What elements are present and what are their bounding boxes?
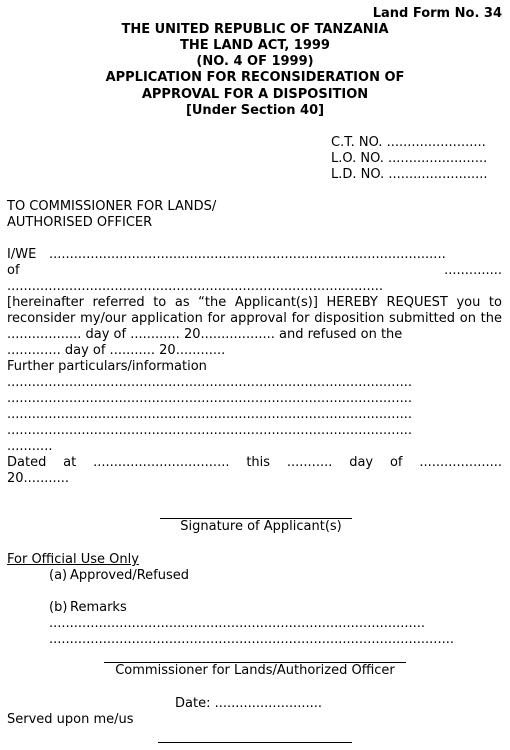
particulars-line-2: ..................................................................................................: [7, 391, 412, 406]
iwe-label: I/WE: [7, 247, 37, 262]
addressee-line-1: TO COMMISSIONER FOR LANDS/: [7, 199, 217, 214]
served-signature-rule: [158, 742, 352, 743]
header-line-republic: THE UNITED REPUBLIC OF TANZANIA: [121, 22, 389, 37]
ct-number-field: C.T. NO. ........................: [331, 135, 486, 150]
particulars-line-4: ..................................................................................................: [7, 423, 412, 438]
lo-number-field: L.O. NO. ........................: [331, 151, 488, 166]
particulars-line-1: ..................................................................................................: [7, 375, 412, 390]
remarks-label: Remarks: [70, 600, 127, 615]
remarks-line-1: ...........................................................................................: [49, 616, 426, 631]
header-line-section: [Under Section 40]: [185, 103, 325, 118]
particulars-label: Further particulars/information: [7, 359, 207, 374]
of-dots: ..............: [444, 263, 502, 278]
header-line-title-1: APPLICATION FOR RECONSIDERATION OF: [105, 70, 405, 85]
approved-refused-label: Approved/Refused: [70, 568, 190, 583]
official-date-line: Date: ..........................: [175, 696, 323, 711]
remarks-line-2: ..................................................................................................: [49, 632, 454, 647]
of-label: of: [7, 263, 20, 278]
signature-label: Signature of Applicant(s): [180, 519, 342, 534]
request-last-line: ............. day of ........... 20............: [7, 343, 226, 358]
particulars-line-3: ..................................................................................................: [7, 407, 412, 422]
addressee-line-2: AUTHORISED OFFICER: [7, 215, 153, 230]
header-line-act-number: (NO. 4 OF 1999): [196, 54, 314, 69]
header-line-act: THE LAND ACT, 1999: [180, 38, 330, 53]
header-line-title-2: APPROVAL FOR A DISPOSITION: [141, 87, 369, 102]
ld-number-field: L.D. NO. ........................: [331, 167, 488, 182]
iwe-dots: ................................................................................................: [49, 247, 446, 262]
commissioner-label: Commissioner for Lands/Authorized Officer: [115, 663, 395, 678]
dated-year-line: 20...........: [7, 471, 69, 486]
form-number: Land Form No. 34: [372, 6, 502, 21]
dated-line: Dated at ................................. this ........... day of ....................: [7, 455, 502, 470]
request-paragraph: [hereinafter referred to as “the Applicant(s)] HEREBY REQUEST you to reconsider my/our application for approval for disposition submitted on the .................. day of ............ 20.................. and refused on the: [7, 295, 502, 342]
served-upon-label: Served upon me/us: [7, 712, 134, 727]
applicant-cont-dots: ...........................................................................................: [7, 279, 384, 294]
item-b-marker: (b): [49, 600, 68, 615]
official-use-heading: For Official Use Only: [7, 552, 139, 567]
particulars-line-5: ...........: [7, 439, 53, 454]
item-a-marker: (a): [49, 568, 68, 583]
